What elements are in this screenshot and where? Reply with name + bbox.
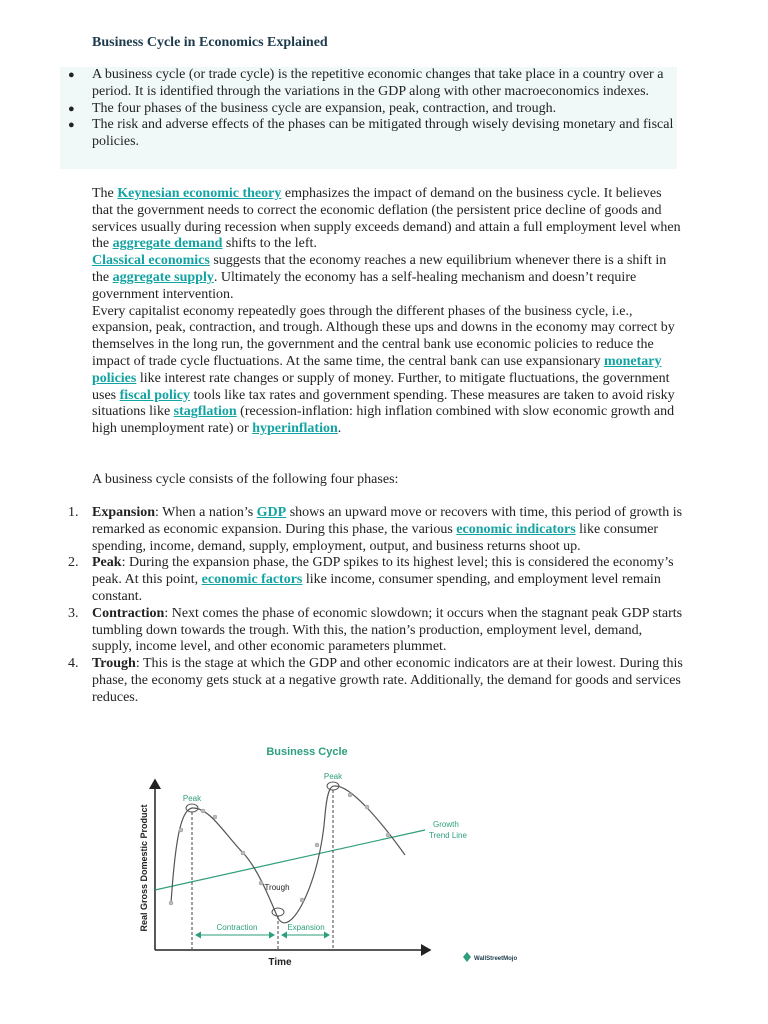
text-run: like consumer spending, income, demand, supply, employment, output, and business returns shoot up. [92, 521, 659, 554]
link-classical-economics[interactable]: Classical economics [92, 253, 210, 269]
text-run: : During the expansion phase, the GDP spikes to its highest level; this is considered the economy’s peak. At this point, [92, 555, 674, 588]
phase-item [60, 555, 685, 605]
phase-term: Contraction [92, 605, 165, 621]
peak-label: Peak [323, 772, 343, 781]
link-aggregate-supply[interactable]: aggregate supply [112, 269, 214, 285]
phase-term: Expansion [92, 505, 156, 520]
text-run: like interest rate changes or supply of money. Further, to mitigate fluctuations, the government uses [92, 370, 670, 403]
text-run: Every capitalist economy repeatedly goes through the different phases of the business cycle, i.e., expansion, peak, contraction, and trough. Although these ups and downs in the economy may correct by themselves in the long run, the government and the central bank use economic policies to reduce the impact of trade cycle fluctuations. At the same time, the central bank can use expansionary [92, 303, 675, 369]
link-stagflation[interactable]: stagflation [173, 404, 237, 420]
curve-point [201, 809, 205, 813]
text-run: shows an upward move or recovers with time, this period of growth is remarked as economic expansion. During this phase, the various [92, 505, 683, 537]
figure-title: Business Cycle [266, 746, 348, 758]
summary-item [60, 101, 677, 118]
phase-item [60, 606, 685, 656]
text-run: . Ultimately the economy has a self-healing mechanism and doesn’t require government intervention. [92, 269, 637, 302]
trough-label: Trough [264, 883, 290, 892]
curve-point [300, 898, 304, 902]
curve-point [315, 843, 319, 847]
summary-text: The risk and adverse effects of the phases can be mitigated through wisely devising monetary and fiscal policies. [92, 117, 674, 150]
list-number: 2. [68, 555, 79, 571]
contraction-label: Contraction [216, 923, 258, 932]
list-number: 4. [68, 656, 79, 672]
phase-term: Peak [92, 555, 122, 571]
brand-name: WallStreetMojo [474, 956, 518, 962]
summary-item [60, 117, 677, 151]
list-number: 1. [68, 505, 79, 520]
x-axis-label: Time [268, 957, 292, 968]
business-cycle-curve [171, 786, 405, 923]
curve-point [386, 833, 390, 837]
trend-line-label: Growth [433, 820, 459, 829]
link-hyperinflation[interactable]: hyperinflation [252, 421, 338, 437]
brand-logo [463, 952, 517, 962]
summary-text: A business cycle (or trade cycle) is the repetitive economic changes that take place in a country over a period. It is identified through the variations in the GDP along with other macroeconomics indexes. [92, 67, 664, 99]
text-run: suggests that the economy reaches a new equilibrium whenever there is a shift in the [92, 253, 667, 285]
curve-point [169, 901, 173, 905]
text-run: : Next comes the phase of economic slowdown; it occurs when the stagnant peak GDP starts tumbling down towards the trough. With this, the nation’s production, employment level, demand, supply, income level, and other economic parameters plummet. [92, 605, 683, 655]
link-economic-factors[interactable]: economic factors [201, 572, 303, 588]
text-run: emphasizes the impact of demand on the business cycle. It believes that the government needs to correct the economic deflation (the persistent price decline of goods and services usually during recession when supply exceeds demand) and attain a full employment level when the [92, 186, 681, 252]
curve-point [213, 815, 217, 819]
phase-term: Trough [92, 656, 136, 672]
growth-trend-line [155, 830, 425, 890]
phases-intro: A business cycle consists of the following four phases: [92, 472, 399, 487]
phase-item [60, 505, 685, 555]
text-run: like income, consumer spending, and employment level remain constant. [92, 572, 661, 604]
summary-box [60, 67, 677, 169]
text-run: : This is the stage at which the GDP and other economic indicators are at their lowest. During this phase, the economy gets stuck at a negative growth rate. Additionally, the demand for goods and services reduces. [92, 656, 683, 705]
phase-item [60, 656, 685, 706]
business-cycle-figure [95, 735, 535, 975]
curve-point [348, 793, 352, 797]
link-monetary-policies[interactable]: monetary policies [92, 353, 662, 386]
phases-list [60, 505, 685, 707]
link-gdp[interactable]: GDP [256, 505, 287, 520]
bullet-icon: ● [68, 119, 75, 132]
brand-icon [463, 952, 471, 962]
link-keynesian-economic-theory[interactable]: Keynesian economic theory [117, 186, 282, 201]
bullet-icon: ● [68, 102, 75, 115]
trough-marker [272, 908, 284, 916]
y-axis-label: Real Gross Domestic Product [139, 804, 149, 932]
text-run: : When a nation’s [155, 505, 257, 520]
link-fiscal-policy[interactable]: fiscal policy [119, 387, 191, 403]
text-run: shifts to the left. [222, 236, 317, 252]
text-run: (recession-inflation: high inflation combined with slow economic growth and high unemployment rate) or [92, 404, 675, 437]
peak-label: Peak [182, 794, 202, 803]
list-number: 3. [68, 605, 79, 621]
curve-point [259, 881, 263, 885]
link-aggregate-demand[interactable]: aggregate demand [112, 236, 223, 252]
summary-item [60, 67, 677, 101]
page-title: Business Cycle in Economics Explained [92, 35, 328, 50]
curve-point [365, 805, 369, 809]
text-run: . [337, 421, 342, 437]
body-text [92, 186, 682, 438]
link-economic-indicators[interactable]: economic indicators [456, 521, 576, 537]
curve-point [241, 851, 245, 855]
expansion-label: Expansion [287, 923, 325, 932]
summary-text: The four phases of the business cycle are expansion, peak, contraction, and trough. [92, 100, 557, 116]
trend-line-label: Trend Line [429, 831, 467, 840]
text-run: The [92, 186, 118, 201]
bullet-icon: ● [68, 69, 75, 81]
curve-point [179, 828, 183, 832]
text-run: tools like tax rates and government spending. These measures are taken to avoid risky situations like [92, 387, 675, 420]
